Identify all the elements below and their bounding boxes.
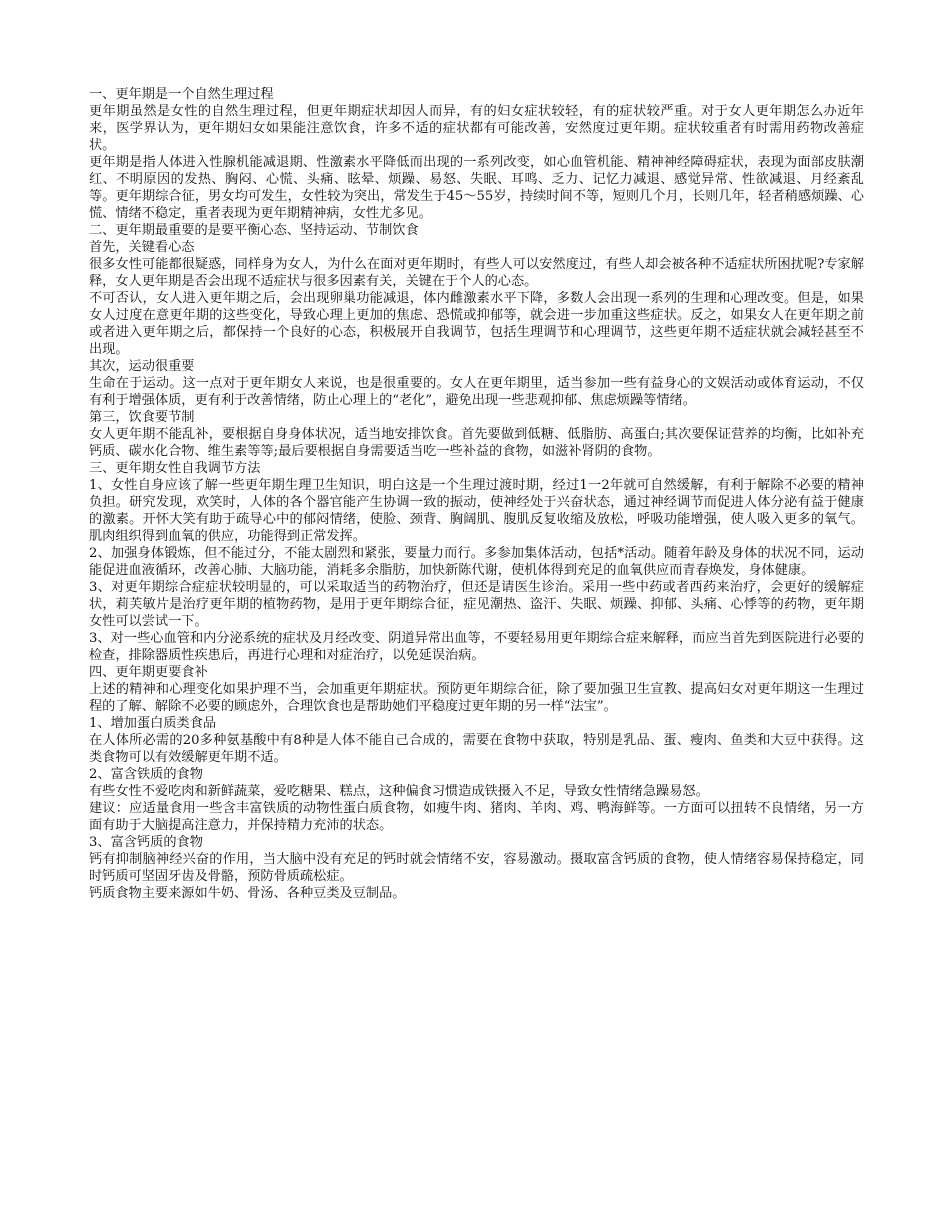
- paragraph: 很多女性可能都很疑惑，同样身为女人，为什么在面对更年期时，有些人可以安然度过，有些人却会被各种不适症状所困扰呢?专家解释，女人更年期是否会出现不适症状与很多因素有关，关键在于个人的心态。: [89, 257, 864, 289]
- paragraph: 1、女性自身应该了解一些更年期生理卫生知识，明白这是一个生理过渡时期，经过1一2年就可自然缓解，有利于解除不必要的精神负担。研究发现，欢笑时，人体的各个器官能产生协调一致的振动，使神经处于兴奋状态，通过神经调节而促进人体分泌有益于健康的激素。开怀大笑有助于疏导心中的郁闷情绪，使脸、颈背、胸阔肌、腹肌反复收缩及放松，呼吸功能增强，使人吸入更多的氧气。肌肉组织得到血氧的供应，功能得到正常发挥。: [89, 478, 864, 544]
- paragraph: 3、对更年期综合症症状较明显的，可以采取适当的药物治疗，但还是请医生诊治。采用一些中药或者西药来治疗，会更好的缓解症状，莉芙敏片是治疗更年期的植物药物，是用于更年期综合征，症见潮热、盗汗、失眠、烦躁、抑郁、头痛、心悸等的药物，更年期女性可以尝试一下。: [89, 580, 864, 629]
- paragraph: 钙质食物主要来源如牛奶、骨汤、各种豆类及豆制品。: [89, 886, 406, 901]
- paragraph: 3、对一些心血管和内分泌系统的症状及月经改变、阴道异常出血等，不要轻易用更年期综合症来解释，而应当首先到医院进行必要的检查，排除器质性疾患后，再进行心理和对症治疗，以免延误治病。: [89, 631, 864, 663]
- paragraph: 钙有抑制脑神经兴奋的作用，当大脑中没有充足的钙时就会情绪不安，容易激动。摄取富含钙质的食物，使人情绪容易保持稳定，同时钙质可坚固牙齿及骨骼，预防骨质疏松症。: [89, 852, 864, 884]
- subheading: 第三，饮食要节制: [89, 410, 195, 425]
- paragraph: 女人更年期不能乱补，要根据自身身体状况，适当地安排饮食。首先要做到低糖、低脂肪、高蛋白;其次要保证营养的均衡，比如补充钙质、碳水化合物、维生素等等;最后要根据自身需要适当吃一些补益的食物，如滋补肾阴的食物。: [89, 427, 864, 459]
- paragraph: 上述的精神和心理变化如果护理不当，会加重更年期症状。预防更年期综合征，除了要加强卫生宣教、提高妇女对更年期这一生理过程的了解、解除不必要的顾虑外，合理饮食也是帮助她们平稳度过更年期的另一样“法宝”。: [89, 682, 864, 714]
- subheading: 3、富含钙质的食物: [89, 835, 203, 850]
- paragraph: 2、加强身体锻炼，但不能过分，不能太剧烈和紧张，要量力而行。多参加集体活动，包括*活动。随着年龄及身体的状况不同，运动能促进血液循环，改善心肺、大脑功能，消耗多余脂肪，加快新陈代谢，使机体得到充足的血氧供应而青春焕发，身体健康。: [89, 546, 864, 578]
- subheading: 1、增加蛋白质类食品: [89, 716, 217, 731]
- section-heading-2: 二、更年期最重要的是要平衡心态、坚持运动、节制饮食: [89, 223, 419, 238]
- subheading: 首先，关键看心态: [89, 240, 195, 255]
- section-heading-1: 一、更年期是一个自然生理过程: [89, 87, 274, 102]
- subheading: 2、富含铁质的食物: [89, 767, 203, 782]
- paragraph: 更年期虽然是女性的自然生理过程，但更年期症状却因人而异，有的妇女症状较轻，有的症状较严重。对于女人更年期怎么办近年来，医学界认为，更年期妇女如果能注意饮食，许多不适的症状都有可能改善，安然度过更年期。症状较重者有时需用药物改善症状。: [89, 104, 864, 153]
- paragraph: 更年期是指人体进入性腺机能减退期、性激素水平降低而出现的一系列改变，如心血管机能、精神神经障碍症状，表现为面部皮肤潮红、不明原因的发热、胸闷、心慌、头痛、眩晕、烦躁、易怒、失眠、耳鸣、乏力、记忆力减退、感觉异常、性欲减退、月经紊乱等。更年期综合征，男女均可发生，女性较为突出，常发生于45～55岁，持续时间不等，短则几个月，长则几年，轻者稍感烦躁、心慌、情绪不稳定，重者表现为更年期精神病，女性尤多见。: [89, 155, 864, 221]
- paragraph: 不可否认，女人进入更年期之后，会出现卵巢功能减退，体内雌激素水平下降，多数人会出现一系列的生理和心理改变。但是，如果女人过度在意更年期的这些变化，导致心理上更加的焦虑、恐慌或抑郁等，就会进一步加重这些症状。反之，如果女人在更年期之前或者进入更年期之后，都保持一个良好的心态，积极展开自我调节，包括生理调节和心理调节，这些更年期不适症状就会减轻甚至不出现。: [89, 291, 864, 357]
- section-heading-3: 三、更年期女性自我调节方法: [89, 461, 261, 476]
- section-heading-4: 四、更年期更要食补: [89, 665, 208, 680]
- paragraph: 有些女性不爱吃肉和新鲜蔬菜，爱吃糖果、糕点，这种偏食习惯造成铁摄入不足，导致女性情绪急躁易怒。: [89, 784, 709, 799]
- paragraph: 生命在于运动。这一点对于更年期女人来说，也是很重要的。女人在更年期里，适当参加一些有益身心的文娱活动或体育运动，不仅有利于增强体质，更有利于改善情绪，防止心理上的“老化”，避免出现一些悲观抑郁、焦虑烦躁等情绪。: [89, 376, 864, 408]
- paragraph: 在人体所必需的20多种氨基酸中有8种是人体不能自己合成的，需要在食物中获取，特别是乳品、蛋、瘦肉、鱼类和大豆中获得。这类食物可以有效缓解更年期不适。: [89, 733, 864, 765]
- paragraph: 建议：应适量食用一些含丰富铁质的动物性蛋白质食物，如瘦牛肉、猪肉、羊肉、鸡、鸭海鲜等。一方面可以扭转不良情绪，另一方面有助于大脑提高注意力，并保持精力充沛的状态。: [89, 801, 864, 833]
- subheading: 其次，运动很重要: [89, 359, 195, 374]
- document-body: [89, 86, 864, 902]
